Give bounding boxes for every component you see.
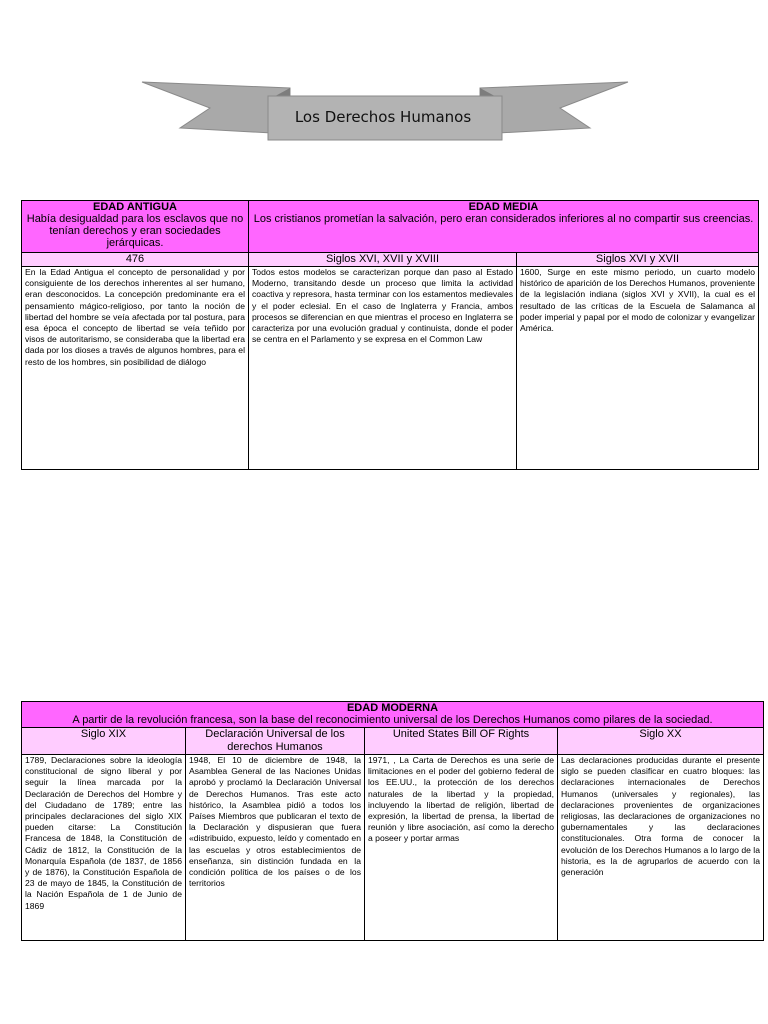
body-edad-media-col2: 1600, Surge en este mismo periodo, un cuarto modelo histórico de aparición de los Derechos Humanos, proveniente de la legislación indiana (siglos XVI y XVII), la cual es el resultado de las críticas de la Escuela de Salamanca al poder imperial y papal por el modo de colonizar y evangelizar América. [517,267,759,470]
body-edad-antigua: En la Edad Antigua el concepto de personalidad y por consiguiente de los derechos inherentes al ser humano, eran desconocidos. La concepción predominante era el pensamiento mágico-religioso, por tanto la noción de libertad del hombre se veía afectada por tal postura, para esa época el concepto de libertad se veía teñido por visos de autoritarismo, se consideraba que la libertad era dada por los dioses a través de algunos hombres, para el resto de los hombres, sin posibilidad de diálogo [22,267,249,470]
subheader-siglo-xix: Siglo XIX [22,728,186,755]
body-edad-media-col1: Todos estos modelos se caracterizan porque dan paso al Estado Moderno, transitando desde un proceso que limita la actividad coactiva y represora, hasta terminar con los estamentos medievales y el poder eclesial. En el caso de Inglaterra y Francia, ambos procesos se diferencian en que mientras el proceso en Inglaterra se caracteriza por una evolución gradual y continuista, donde el poder se centra en el Parlamento y se expresa en el Common Law [249,267,517,470]
table-edad-moderna [21,701,764,941]
header-edad-antigua [22,201,249,253]
edad-antigua-title: EDAD ANTIGUA [93,201,177,213]
subheader-bill-of-rights: United States Bill OF Rights [365,728,558,755]
header-edad-media [249,201,759,253]
body-siglo-xx: Las declaraciones producidas durante el presente siglo se pueden clasificar en cuatro bloques: las declaraciones internacionales de Derechos Humanos (universales y regionales), las declaraciones provenientes de organizaciones religiosas, las declaraciones de organizaciones no gubernamentales y las declaraciones constitucionales. Otra forma de conocer la evolución de los Derechos Humanos a lo largo de la historia, es la de agruparlos de acuerdo con la generación [558,755,764,941]
body-declaracion-universal: 1948, El 10 de diciembre de 1948, la Asamblea General de las Naciones Unidas aprobó y proclamó la Declaración Universal de Derechos Humanos. Tras este acto histórico, la Asamblea pidió a todos los Países Miembros que publicaran el texto de la Declaración y dispusieran que fuera «distribuido, expuesto, leído y comentado en las escuelas y otros establecimientos de enseñanza, sin distinción fundada en la condición política de los países o de los territorios [186,755,365,941]
subheader-declaracion-universal: Declaración Universal de los derechos Humanos [186,728,365,755]
table-antigua-media [21,200,759,470]
subheader-siglo-xx: Siglo XX [558,728,764,755]
edad-antigua-desc: Había desigualdad para los esclavos que no tenían derechos y eran sociedades jerárquicas. [26,213,244,249]
edad-moderna-desc: A partir de la revolución francesa, son la base del reconocimiento universal de los Derechos Humanos como pilares de la sociedad. [72,714,713,726]
edad-media-desc: Los cristianos prometían la salvación, pero eran considerados inferiores al no compartir sus creencias. [253,213,754,225]
body-bill-of-rights: 1971, , La Carta de Derechos es una serie de limitaciones en el poder del gobierno federal de los EE.UU., la protección de los derechos naturales de la libertad y la propiedad, incluyendo la libertad de religión, libertad de expresión, la libertad de prensa, la libertad de reunión y libre asociación, así como la derecho a poseer y portar armas [365,755,558,941]
body-siglo-xix: 1789, Declaraciones sobre la ideología constitucional de signo liberal y por seguir la línea marcada por la Declaración de Derechos del Hombre y del Ciudadano de 1789; entre las principales declaraciones del siglo XIX pueden citarse: La Constitución Francesa de 1848, la Constitución de Cádiz de 1812, la Constitución de la Monarquía Española (de 1837, de 1856 y de 1876), la Constitución Española de 23 de mayo de 1845, la Constitución de la Nación Española de 1 de Junio de 1869 [22,755,186,941]
edad-moderna-title: EDAD MODERNA [346,702,439,714]
edad-media-title: EDAD MEDIA [468,201,539,213]
header-edad-moderna [22,702,764,728]
page-title: Los Derechos Humanos [294,108,472,126]
subheader-476: 476 [22,253,249,267]
subheader-siglos-xvi-xvii-xviii: Siglos XVI, XVII y XVIII [249,253,517,267]
subheader-siglos-xvi-xvii: Siglos XVI y XVII [517,253,759,267]
